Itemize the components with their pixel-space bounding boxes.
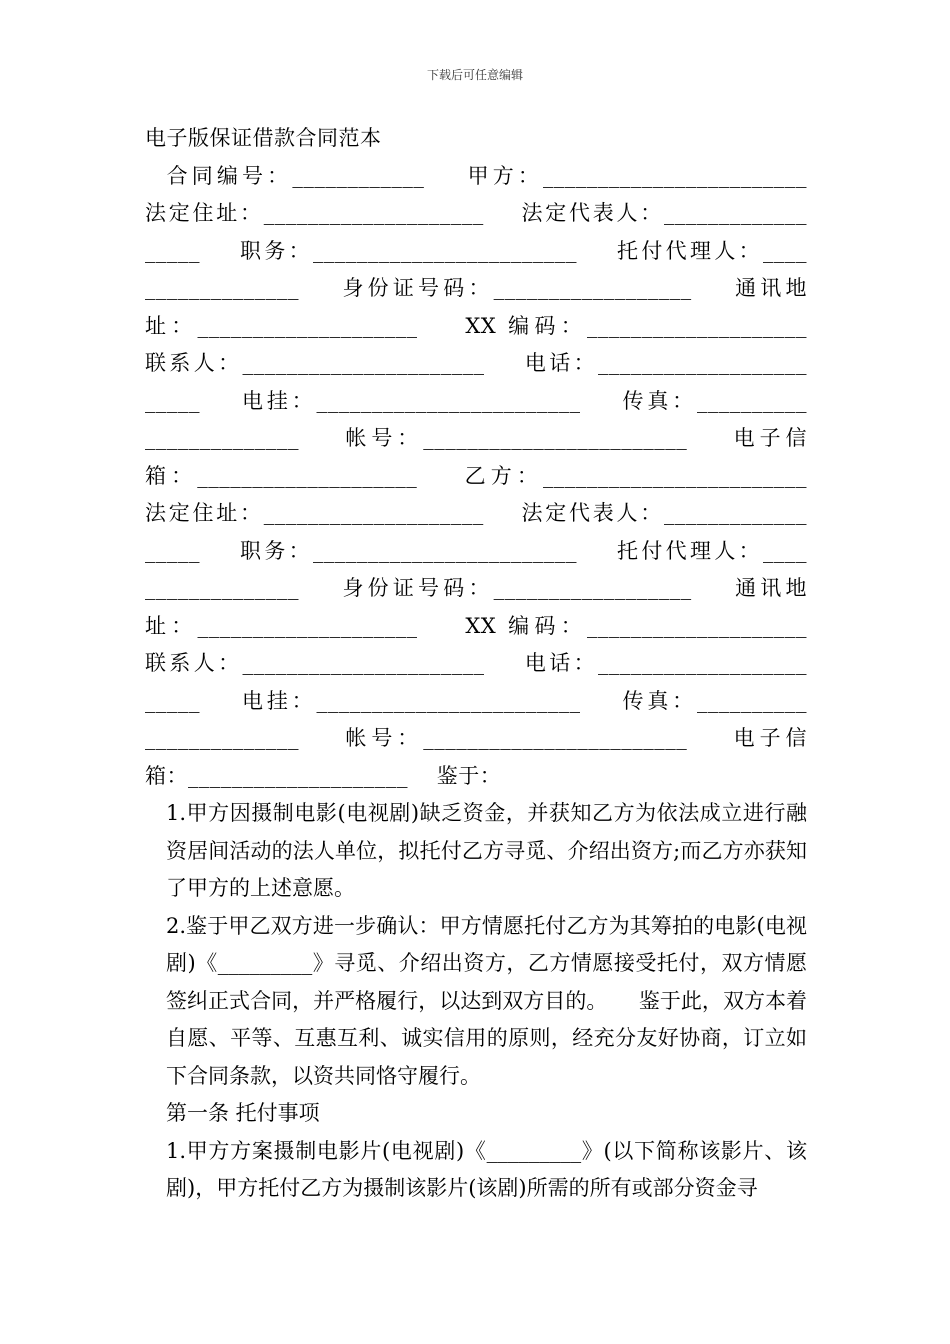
form-line: ______________ 身份证号码：__________________ 通讯地 [145,576,807,600]
form-line: 址：____________________ XX 编码：____________________ [145,313,807,338]
paragraph: 1.甲方因摄制电影(电视剧)缺乏资金，并获知乙方为依法成立进行融资居间活动的法人单位，拟托付乙方寻觅、介绍出资方;而乙方亦获知了甲方的上述意愿。 [166,801,807,900]
form-line: ______________ 帐号：________________________ 电子信 [145,726,807,750]
form-line: ______________ 身份证号码：__________________ 通讯地 [145,276,807,300]
form-line: _____ 电挂：________________________ 传真：__________ [145,688,807,713]
form-line: 联系人：______________________ 电话：___________________ [145,351,807,375]
form-line: _____ 电挂：________________________ 传真：__________ [145,388,807,413]
document-body [145,120,807,1208]
form-line: 联系人：______________________ 电话：___________________ [145,651,807,675]
form-line: ______________ 帐号：________________________ 电子信 [145,426,807,450]
form-line: 箱：____________________ 鉴于： [145,763,502,788]
form-line: _____ 职务：________________________ 托付代理人：____ [145,238,807,263]
paragraph: 1.甲方方案摄制电影片(电视剧)《_________》(以下简称该影片、该剧)，甲方托付乙方为摄制该影片(该剧)所需的所有或部分资金寻 [166,1138,807,1200]
form-line: 法定住址：____________________ 法定代表人：_____________ [145,501,807,525]
header-note: 下载后可任意编辑 [426,68,523,82]
form-line: _____ 职务：________________________ 托付代理人：____ [145,538,807,563]
paragraph: 2.鉴于甲乙双方进一步确认：甲方情愿托付乙方为其筹拍的电影(电视剧)《_________》寻觅、介绍出资方，乙方情愿接受托付，双方情愿签纠正式合同，并严格履行，以达到双方目的。 鉴于此，双方本着自愿、平等、互惠互利、诚实信用的原则，经充分友好协商，订立如下合同条款，以资共同恪守履行。 [166,913,807,1088]
form-line: 址：____________________ XX 编码：____________________ [145,613,807,638]
document-title: 电子版保证借款合同范本 [145,126,382,150]
section-heading: 第一条 托付事项 [166,1101,320,1125]
form-line: 箱：____________________ 乙方：________________________ [145,463,807,488]
form-line: 法定住址：____________________ 法定代表人：_____________ [145,201,807,225]
form-line: 合同编号：____________ 甲方：________________________ [145,163,807,188]
